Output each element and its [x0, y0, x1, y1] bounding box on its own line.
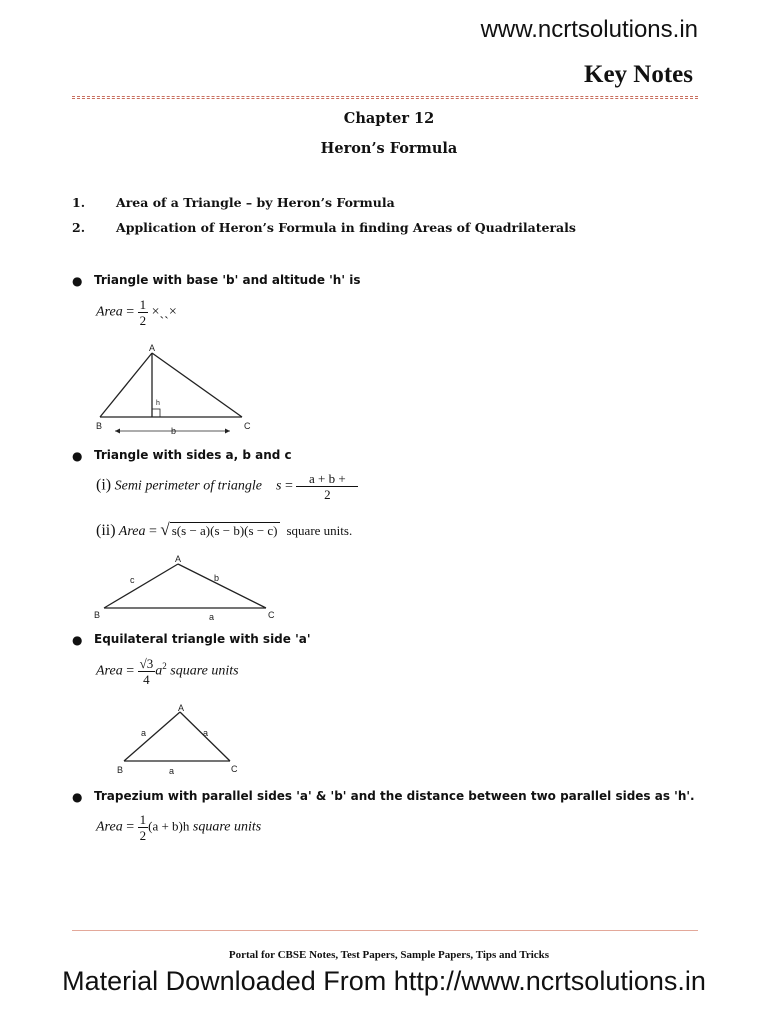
side-label-c: c — [130, 575, 135, 585]
side-label-a: a — [209, 612, 215, 622]
equals-sign: = — [284, 478, 293, 494]
vertex-label-c: C — [268, 610, 275, 620]
area-label: Area — [118, 524, 146, 539]
base-label: b — [171, 426, 177, 436]
bullet-text: Equilateral triangle with side 'a' — [94, 632, 311, 646]
vertex-label-a: A — [175, 554, 182, 564]
bullet-icon: ● — [72, 274, 83, 288]
contents-item-number: 1. — [72, 195, 86, 210]
section-title: Key Notes — [584, 61, 693, 88]
fraction-numerator: 1 — [139, 297, 147, 312]
bullet-icon: ● — [72, 449, 83, 463]
side-label-left: a — [141, 728, 147, 738]
formula-rest: ×ˎˎ× — [151, 304, 177, 320]
bullet-icon: ● — [72, 790, 83, 804]
altitude-label: h — [156, 400, 160, 407]
fraction-denominator: 2 — [139, 313, 147, 328]
fraction — [138, 812, 149, 843]
fraction — [296, 471, 358, 502]
chapter-number: Chapter 12 — [343, 110, 435, 127]
contents-item: Application of Heron’s Formula in finding Areas of Quadrilaterals — [116, 220, 576, 235]
vertex-label-b: B — [94, 610, 101, 620]
site-url: www.ncrtsolutions.in — [480, 16, 698, 43]
footer-download-link[interactable]: Material Downloaded From http://www.ncrtsolutions.in — [62, 966, 706, 996]
bullet-icon: ● — [72, 633, 83, 647]
fraction-numerator: 1 — [139, 812, 147, 827]
formula-semi-perimeter — [96, 471, 358, 502]
area-label: Area — [96, 304, 123, 320]
units: square units — [192, 819, 262, 835]
fraction — [138, 297, 149, 328]
contents-item: Area of a Triangle – by Heron’s Formula — [116, 195, 395, 210]
formula-prefix: (i) — [96, 476, 112, 494]
formula-description: Semi perimeter of triangle — [114, 478, 262, 494]
figure-equilateral-triangle — [110, 700, 250, 778]
chapter-title: Heron’s Formula — [320, 140, 458, 157]
footer-portal-text: Portal for CBSE Notes, Test Papers, Sample Papers, Tips and Tricks — [228, 949, 550, 961]
area-label: Area — [96, 663, 123, 679]
bullet-text: Triangle with sides a, b and c — [94, 448, 292, 462]
equals-sign: = — [126, 304, 135, 320]
vertex-label-c: C — [244, 421, 251, 431]
formula-trapezium-area — [96, 812, 261, 843]
side-label-base: a — [169, 766, 175, 776]
units: square units — [170, 663, 239, 679]
equals-sign: = — [126, 663, 135, 679]
formula-area-base-altitude — [96, 297, 177, 328]
vertex-label-b: B — [117, 765, 124, 775]
formula-variable: s — [275, 478, 282, 494]
equals-sign: = — [149, 524, 157, 539]
fraction-numerator: √3 — [139, 656, 154, 671]
side-label-b: b — [214, 573, 220, 583]
footer-divider — [72, 930, 698, 931]
formula-body: (a + b)h — [148, 818, 190, 834]
square-root-icon: √ — [160, 520, 170, 539]
equals-sign: = — [126, 819, 135, 835]
figure-triangle-base-altitude — [90, 340, 270, 436]
contents-item-number: 2. — [72, 220, 86, 235]
vertex-label-a: A — [178, 703, 185, 713]
side-label-right: a — [203, 728, 209, 738]
units: square units. — [286, 523, 353, 538]
vertex-label-b: B — [96, 421, 103, 431]
bullet-text: Triangle with base 'b' and altitude 'h' is — [94, 273, 361, 287]
bullet-text: Trapezium with parallel sides 'a' & 'b' and the distance between two parallel sides as 'h'. — [94, 789, 695, 803]
figure-triangle-sides — [90, 552, 285, 624]
header-divider — [72, 96, 698, 99]
formula-prefix: (ii) — [96, 522, 116, 539]
vertex-label-a: A — [149, 343, 156, 353]
fraction-numerator: a + b + — [296, 471, 358, 487]
fraction — [138, 656, 156, 687]
formula-heron-area — [96, 520, 352, 540]
formula-equilateral-area — [96, 656, 239, 687]
formula-variable: a — [155, 663, 163, 679]
fraction-denominator: 2 — [324, 487, 331, 502]
fraction-denominator: 2 — [139, 828, 147, 843]
exponent: 2 — [162, 661, 167, 672]
radicand: s(s − a)(s − b)(s − c) — [171, 523, 278, 538]
area-label: Area — [96, 819, 123, 835]
fraction-denominator: 4 — [143, 672, 150, 687]
vertex-label-c: C — [231, 764, 238, 774]
